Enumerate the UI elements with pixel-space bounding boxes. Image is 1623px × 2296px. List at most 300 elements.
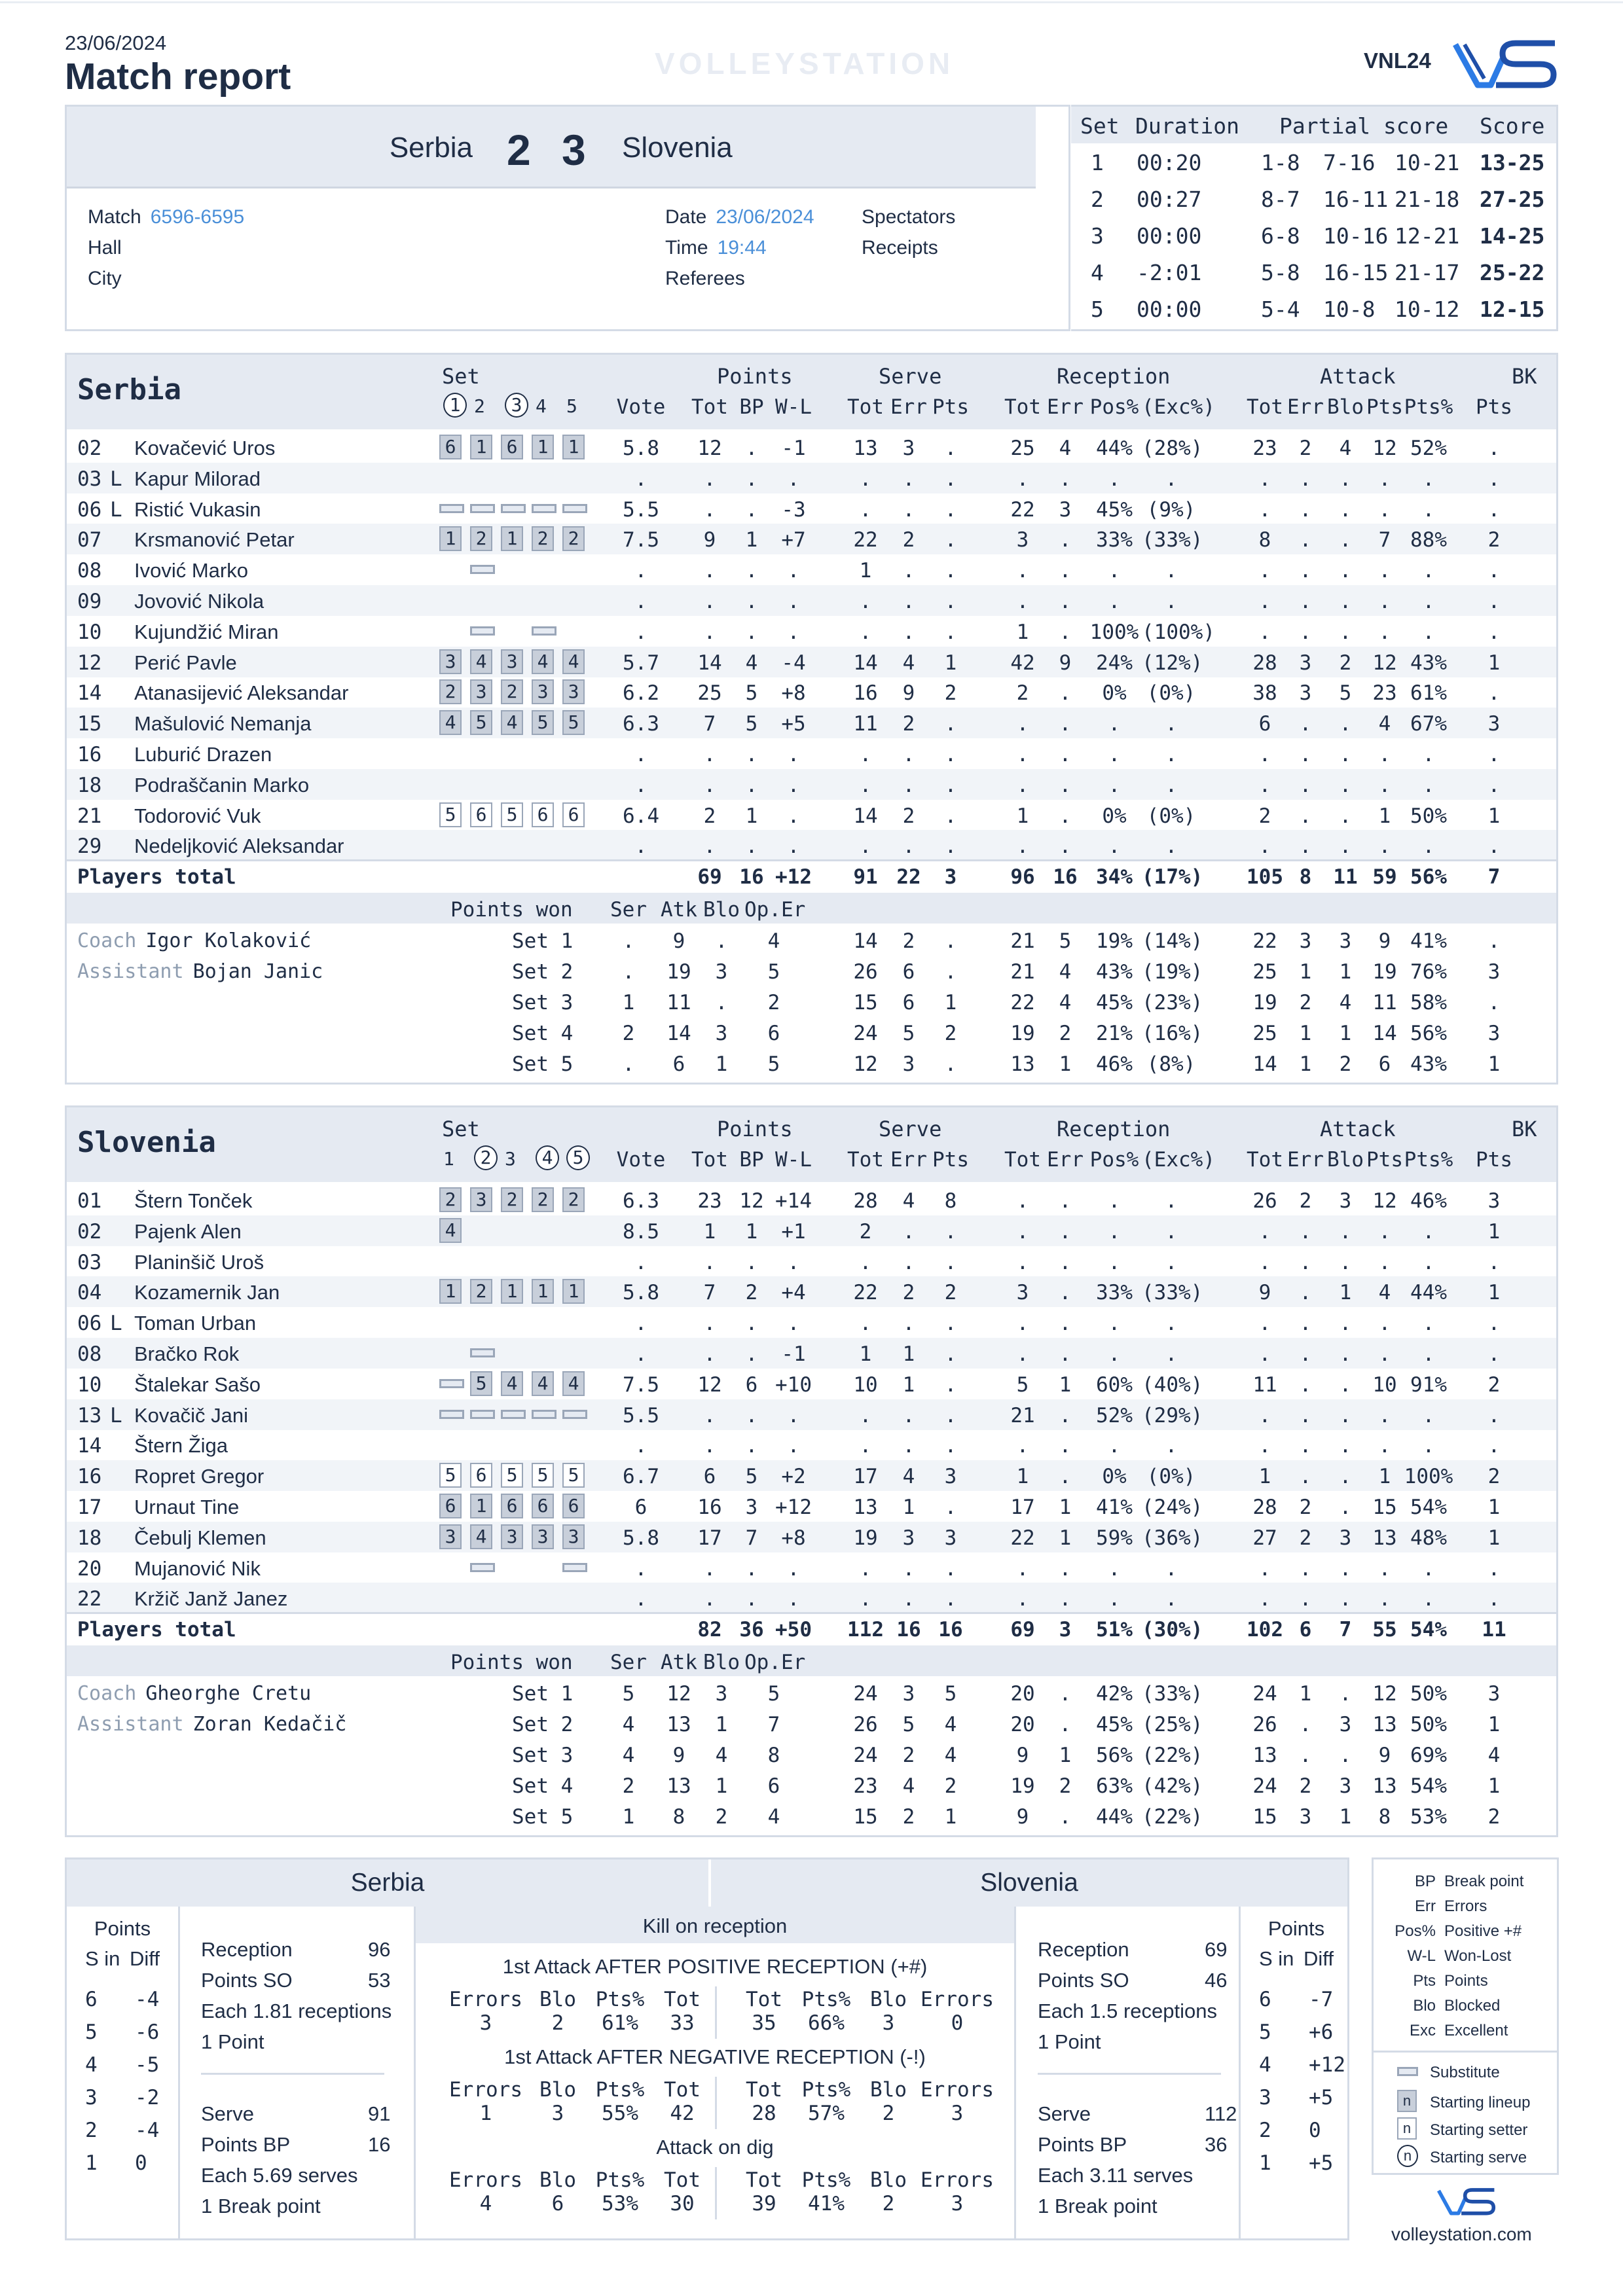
away-team-name: Slovenia xyxy=(622,132,733,164)
set-lineup-box: 4 xyxy=(532,1371,554,1396)
top-rule xyxy=(0,1,1623,3)
set-atk: 6 xyxy=(672,1052,685,1077)
stat-a_ptsp: . xyxy=(1422,590,1435,613)
stat-bk: 1 xyxy=(1487,1526,1501,1550)
stat-a_pts: . xyxy=(1378,1312,1391,1336)
stat-r_exc: (29%) xyxy=(1142,1403,1203,1427)
player-number: 08 xyxy=(77,559,102,583)
set-stat-r_exc: (22%) xyxy=(1142,1805,1203,1829)
set-stat-bk: 1 xyxy=(1487,1774,1501,1799)
set-ser: 2 xyxy=(622,1774,635,1799)
coach-name: Gheorghe Cretu xyxy=(145,1682,312,1706)
stat-s_pts: . xyxy=(944,1372,957,1397)
set-stat-a_blo: . xyxy=(1339,1744,1352,1768)
rotation-number: 1 xyxy=(1259,2151,1271,2175)
player-number: 06 xyxy=(77,497,102,522)
stat-r_err: . xyxy=(1059,1219,1072,1244)
stat-a_tot: . xyxy=(1258,834,1271,859)
libero-flag: L xyxy=(110,497,122,522)
stat-a_tot: . xyxy=(1258,1556,1271,1581)
oper-header: Op.Er xyxy=(744,1651,806,1675)
stat-bk: . xyxy=(1487,559,1501,583)
stat-p_tot: 14 xyxy=(697,651,722,675)
stat-s_pts: . xyxy=(944,1250,957,1274)
stat-a_err: . xyxy=(1299,1219,1312,1244)
stat-s_err: 9 xyxy=(902,681,915,706)
substitute-marker xyxy=(470,1348,495,1357)
serve-value: 112 xyxy=(1205,2102,1237,2125)
attack-col-header: Blo xyxy=(870,2078,907,2102)
stat-s_pts: . xyxy=(944,1312,957,1336)
player-number: 21 xyxy=(77,804,102,828)
rotation-diff: -5 xyxy=(135,2053,160,2077)
stat-a_err: . xyxy=(1299,743,1312,766)
home-team-stats xyxy=(65,353,1558,1085)
stat-r_pos: . xyxy=(1108,1342,1121,1366)
set-p2-cell: 7-16 xyxy=(1323,150,1376,175)
attack-group-header: Attack xyxy=(1320,364,1396,389)
stat-vote: . xyxy=(634,834,647,859)
stat-p_wl: . xyxy=(787,1403,800,1427)
assistant-label: Assistant xyxy=(77,960,184,984)
set-stat-a_ptsp: 69% xyxy=(1410,1744,1447,1768)
set-lineup-box: 3 xyxy=(470,1187,492,1212)
each-serves: Each 5.69 serves xyxy=(201,2164,358,2187)
column-subheader: W-L xyxy=(775,395,812,419)
set-lineup-box: 4 xyxy=(501,1371,523,1396)
set-lineup-box: 5 xyxy=(532,710,554,735)
set-duration-cell: 00:27 xyxy=(1137,187,1202,212)
points-bp-label: Points BP xyxy=(1038,2133,1127,2156)
total-r_err: 16 xyxy=(1053,865,1078,889)
player-name: Mašulović Nemanja xyxy=(134,712,312,736)
stat-a_ptsp: 91% xyxy=(1410,1372,1447,1397)
set-stat-s_err: 2 xyxy=(902,929,915,954)
assistant-line xyxy=(77,960,323,983)
set-oper: 5 xyxy=(767,960,780,984)
column-subheader: Tot xyxy=(1247,395,1283,419)
stat-a_tot: 28 xyxy=(1252,1496,1277,1519)
set-p2-cell: 10-8 xyxy=(1323,296,1376,322)
stat-s_err: . xyxy=(902,773,915,797)
set-atk: 12 xyxy=(666,1682,691,1706)
rotation-diff: 0 xyxy=(135,2151,147,2175)
hall-label: Hall xyxy=(88,237,122,259)
rotation-diff: -2 xyxy=(135,2086,160,2109)
stat-p_bp: 5 xyxy=(745,1465,758,1489)
substitute-marker xyxy=(439,1379,464,1388)
stat-a_ptsp: . xyxy=(1422,1403,1435,1427)
set-summary-label: Set 4 xyxy=(512,1022,574,1046)
set-stat-bk: 1 xyxy=(1487,1713,1501,1737)
stat-bk: . xyxy=(1487,497,1501,522)
set-stat-a_err: . xyxy=(1299,1744,1312,1768)
assistant-label: Assistant xyxy=(77,1713,184,1736)
player-name: Planinšič Uroš xyxy=(134,1250,264,1274)
stat-a_tot: 23 xyxy=(1252,437,1277,460)
set-set-cell: 2 xyxy=(1091,187,1104,212)
libero-flag: L xyxy=(110,1312,122,1336)
stat-a_ptsp: . xyxy=(1422,1587,1435,1611)
set-stat-r_tot: 21 xyxy=(1010,960,1035,984)
stat-a_tot: . xyxy=(1258,1434,1271,1458)
stat-a_blo: . xyxy=(1339,1372,1352,1397)
stat-p_bp: 1 xyxy=(745,528,758,552)
stat-r_exc: . xyxy=(1165,467,1178,491)
stat-bk: . xyxy=(1487,1587,1501,1611)
atk-header: Atk xyxy=(661,898,697,922)
stat-s_tot: . xyxy=(859,1403,872,1427)
set-duration-cell: -2:01 xyxy=(1137,260,1202,285)
stat-a_ptsp: 54% xyxy=(1410,1496,1447,1519)
stat-a_blo: . xyxy=(1339,1312,1352,1336)
player-name: Štern Tonček xyxy=(134,1189,253,1212)
points-won-label: Points won xyxy=(450,898,573,922)
rotation-number: 6 xyxy=(85,1988,98,2011)
stat-p_wl: +12 xyxy=(775,1496,812,1519)
blo-header: Blo xyxy=(703,1651,740,1675)
stat-a_ptsp: 50% xyxy=(1410,804,1447,828)
stat-s_err: . xyxy=(902,1312,915,1336)
one-point-label: 1 Point xyxy=(1038,2030,1101,2053)
stat-r_pos: 59% xyxy=(1096,1526,1133,1550)
reception-label: Reception xyxy=(201,1938,293,1961)
set-stat-r_exc: (23%) xyxy=(1142,991,1203,1015)
set-ser: . xyxy=(622,1052,635,1077)
attack-col-header: Blo xyxy=(870,1988,907,2011)
set-stat-s_pts: 4 xyxy=(944,1744,957,1768)
rotation-diff: +12 xyxy=(1309,2053,1345,2077)
set-p2-cell: 10-16 xyxy=(1323,223,1389,249)
set-oper: 6 xyxy=(767,1774,780,1799)
serve-group-header: Serve xyxy=(879,1117,942,1141)
set-score-cell: 27-25 xyxy=(1480,187,1545,212)
set-blo: . xyxy=(715,929,728,954)
set-stat-a_ptsp: 50% xyxy=(1410,1682,1447,1706)
stat-s_tot: 22 xyxy=(853,1281,878,1305)
set-blo: 3 xyxy=(715,1682,728,1706)
set-stat-r_exc: (42%) xyxy=(1142,1774,1203,1799)
set-stat-a_blo: 1 xyxy=(1339,1022,1352,1046)
stat-vote: 6.3 xyxy=(623,712,659,736)
stat-s_err: 2 xyxy=(902,804,915,828)
stat-p_bp: 4 xyxy=(745,651,758,675)
set-stat-s_err: 3 xyxy=(902,1052,915,1077)
set-stat-s_pts: 5 xyxy=(944,1682,957,1706)
stat-vote: 5.5 xyxy=(623,1403,659,1427)
stat-s_pts: . xyxy=(944,1219,957,1244)
stat-r_exc: . xyxy=(1165,712,1178,736)
stat-p_bp: . xyxy=(745,1403,758,1427)
stat-a_pts: . xyxy=(1378,1342,1391,1366)
stat-vote: . xyxy=(634,1312,647,1336)
set-stat-r_err: 2 xyxy=(1059,1774,1072,1799)
stat-a_blo: . xyxy=(1339,497,1352,522)
team-name: Slovenia xyxy=(77,1126,216,1159)
legend-abbr: Blo xyxy=(1413,1997,1436,2015)
stat-a_ptsp: 67% xyxy=(1410,712,1447,736)
stat-a_pts: 23 xyxy=(1372,681,1397,706)
stat-a_tot: 8 xyxy=(1258,528,1271,552)
set-stat-r_exc: (33%) xyxy=(1142,1682,1203,1706)
stat-r_exc: . xyxy=(1165,1312,1178,1336)
player-name: Ivović Marko xyxy=(134,559,248,583)
player-number: 10 xyxy=(77,620,102,644)
total-s_pts: 3 xyxy=(944,865,957,889)
set-lineup-box: 1 xyxy=(501,526,523,551)
attack-away-value: 39 xyxy=(752,2192,776,2215)
set-stat-r_exc: (14%) xyxy=(1142,929,1203,954)
stat-p_wl: +2 xyxy=(781,1465,806,1489)
legend-abbr: Pos% xyxy=(1395,1922,1436,1940)
set-lineup-box: 1 xyxy=(501,1279,523,1304)
stat-a_blo: . xyxy=(1339,804,1352,828)
set-stat-r_tot: 19 xyxy=(1010,1774,1035,1799)
column-subheader: Tot xyxy=(1004,395,1041,419)
set-stat-a_err: 1 xyxy=(1299,960,1312,984)
home-sets-won: 2 xyxy=(507,126,531,174)
stat-s_tot: . xyxy=(859,1312,872,1336)
stat-p_tot: 6 xyxy=(703,1465,716,1489)
stat-a_ptsp: . xyxy=(1422,559,1435,583)
set-stat-bk: 3 xyxy=(1487,1682,1501,1706)
set-duration-cell: 00:00 xyxy=(1137,223,1202,249)
stat-a_pts: 15 xyxy=(1372,1496,1397,1519)
stat-a_pts: 12 xyxy=(1372,437,1397,460)
stat-s_pts: . xyxy=(944,804,957,828)
set-lineup-box: 6 xyxy=(501,435,523,459)
attack-away-value: 3 xyxy=(951,2102,964,2125)
stat-p_wl: . xyxy=(787,1556,800,1581)
total-r_pos: 34% xyxy=(1096,865,1133,889)
stat-s_pts: . xyxy=(944,743,957,766)
legend-meaning: Errors xyxy=(1444,1897,1487,1915)
column-subheader: Tot xyxy=(1004,1148,1041,1172)
stat-bk: 3 xyxy=(1487,712,1501,736)
stat-vote: . xyxy=(634,559,647,583)
stat-s_tot: 1 xyxy=(859,559,872,583)
set-p3-cell: 21-18 xyxy=(1395,187,1460,212)
stat-r_tot: . xyxy=(1016,467,1029,491)
player-number: 03 xyxy=(77,1250,102,1274)
player-name: Kozamernik Jan xyxy=(134,1281,280,1304)
stat-r_pos: . xyxy=(1108,590,1121,613)
stat-a_err: 2 xyxy=(1299,437,1312,460)
set-stat-r_exc: (16%) xyxy=(1142,1022,1203,1046)
set-stat-r_err: 1 xyxy=(1059,1052,1072,1077)
stat-a_blo: 5 xyxy=(1339,681,1352,706)
s-in-label: S in xyxy=(85,1947,120,1970)
total-r_exc: (30%) xyxy=(1142,1618,1203,1642)
stat-a_pts: . xyxy=(1378,1587,1391,1611)
set-lineup-box: 3 xyxy=(501,1524,523,1549)
stat-a_tot: . xyxy=(1258,1312,1271,1336)
stat-s_tot: 2 xyxy=(859,1219,872,1244)
set-lineup-box: 2 xyxy=(501,679,523,704)
player-number: 07 xyxy=(77,528,102,552)
set-stat-r_tot: 13 xyxy=(1010,1052,1035,1077)
set-stat-s_pts: 1 xyxy=(944,1805,957,1829)
attack-col-header: Pts% xyxy=(801,2078,851,2102)
stat-p_wl: . xyxy=(787,1250,800,1274)
set-summary-label: Set 3 xyxy=(512,1744,574,1768)
stat-a_blo: . xyxy=(1339,1496,1352,1519)
stat-a_err: 3 xyxy=(1299,651,1312,675)
bk-group-header: BK xyxy=(1512,1117,1537,1141)
attack-block-title: 1st Attack AFTER POSITIVE RECEPTION (+#) xyxy=(502,1955,928,1978)
set-lineup-box: 6 xyxy=(562,802,585,827)
stat-s_err: 4 xyxy=(902,1189,915,1213)
set-stat-a_tot: 22 xyxy=(1252,929,1277,954)
stat-s_tot: . xyxy=(859,1434,872,1458)
stat-p_bp: 6 xyxy=(745,1372,758,1397)
stat-s_err: . xyxy=(902,590,915,613)
stat-r_err: 1 xyxy=(1059,1526,1072,1550)
total-p_tot: 82 xyxy=(697,1618,722,1642)
stat-vote: . xyxy=(634,590,647,613)
set-stat-s_pts: 2 xyxy=(944,1022,957,1046)
substitute-marker xyxy=(501,504,526,513)
stat-s_err: 3 xyxy=(902,437,915,460)
stat-a_err: . xyxy=(1299,1342,1312,1366)
set-number-header: 2 xyxy=(474,395,485,417)
set-stat-r_pos: 56% xyxy=(1096,1744,1133,1768)
stat-r_tot: 21 xyxy=(1010,1403,1035,1427)
stat-r_tot: . xyxy=(1016,834,1029,859)
stat-s_err: 1 xyxy=(902,1496,915,1519)
stat-p_tot: 16 xyxy=(697,1496,722,1519)
stat-p_wl: . xyxy=(787,620,800,644)
legend-meaning: Break point xyxy=(1444,1873,1524,1890)
stat-r_exc: (0%) xyxy=(1146,804,1196,828)
team-name: Serbia xyxy=(77,373,181,406)
stat-a_tot: . xyxy=(1258,620,1271,644)
column-subheader: Err xyxy=(890,1148,927,1172)
stat-s_err: 2 xyxy=(902,712,915,736)
set-p3-cell: 21-17 xyxy=(1395,260,1460,285)
set-oper: 4 xyxy=(767,1805,780,1829)
set-stat-a_err: 2 xyxy=(1299,1774,1312,1799)
set-stat-s_err: 2 xyxy=(902,1805,915,1829)
column-subheader: Err xyxy=(1047,1148,1084,1172)
stat-r_pos: . xyxy=(1108,1250,1121,1274)
stat-r_tot: . xyxy=(1016,590,1029,613)
player-name: Nedeljković Aleksandar xyxy=(134,834,344,858)
set-stat-s_tot: 23 xyxy=(853,1774,878,1799)
each-receptions: Each 1.81 receptions xyxy=(201,2000,392,2022)
attack-home-value: 33 xyxy=(670,2011,695,2035)
set-stat-r_exc: (8%) xyxy=(1146,1052,1196,1077)
set-stat-s_pts: . xyxy=(944,929,957,954)
attack-away-value: 0 xyxy=(951,2011,964,2035)
stat-r_pos: . xyxy=(1108,1219,1121,1244)
stat-p_wl: . xyxy=(787,1587,800,1611)
set-stat-s_pts: 1 xyxy=(944,991,957,1015)
set-stat-a_err: . xyxy=(1299,1713,1312,1737)
stat-p_tot: 12 xyxy=(697,437,722,460)
stat-bk: . xyxy=(1487,681,1501,706)
stat-a_tot: . xyxy=(1258,559,1271,583)
stat-vote: 6.3 xyxy=(623,1189,659,1213)
stat-p_wl: . xyxy=(787,467,800,491)
stat-r_tot: 5 xyxy=(1016,1372,1029,1397)
set-group-header: Set xyxy=(442,364,480,389)
column-subheader: BP xyxy=(739,1148,764,1172)
stat-vote: . xyxy=(634,1434,647,1458)
stat-s_err: . xyxy=(902,620,915,644)
player-name: Kovačević Uros xyxy=(134,437,276,459)
set-stat-r_exc: (25%) xyxy=(1142,1713,1203,1737)
stat-a_pts: . xyxy=(1378,834,1391,859)
set-stat-a_blo: 1 xyxy=(1339,960,1352,984)
set-stat-a_pts: 19 xyxy=(1372,960,1397,984)
set-blo: 4 xyxy=(715,1744,728,1768)
volleystation-logo-icon xyxy=(1450,33,1561,95)
stat-r_exc: . xyxy=(1165,559,1178,583)
stat-s_err: . xyxy=(902,1403,915,1427)
stat-s_err: 2 xyxy=(902,1281,915,1305)
set-summary-label: Set 5 xyxy=(512,1052,574,1077)
stat-r_exc: . xyxy=(1165,773,1178,797)
stat-a_blo: 4 xyxy=(1339,437,1352,460)
stat-s_err: . xyxy=(902,1219,915,1244)
attack-col-header: Pts% xyxy=(801,2168,851,2192)
city-label: City xyxy=(88,268,122,289)
stat-vote: 6 xyxy=(634,1496,647,1519)
total-r_pos: 51% xyxy=(1096,1618,1133,1642)
set-lineup-box: 6 xyxy=(439,1494,462,1518)
attack-col-header: Errors xyxy=(921,2168,994,2192)
stat-s_tot: . xyxy=(859,620,872,644)
set-stat-a_err: 1 xyxy=(1299,1022,1312,1046)
stat-a_tot: . xyxy=(1258,497,1271,522)
stat-a_tot: . xyxy=(1258,1219,1271,1244)
stat-r_tot: 17 xyxy=(1010,1496,1035,1519)
stat-r_tot: . xyxy=(1016,1219,1029,1244)
set-oper: 5 xyxy=(767,1052,780,1077)
set-set-cell: 4 xyxy=(1091,260,1104,285)
stat-a_pts: 4 xyxy=(1378,1281,1391,1305)
stat-r_tot: 22 xyxy=(1010,1526,1035,1550)
set-lineup-box: 2 xyxy=(439,679,462,704)
stat-vote: 7.5 xyxy=(623,1372,659,1397)
legend-abbr: BP xyxy=(1414,1873,1436,1890)
reception-group-header: Reception xyxy=(1057,364,1171,389)
stat-a_ptsp: . xyxy=(1422,1250,1435,1274)
player-name: Atanasijević Aleksandar xyxy=(134,681,349,705)
set-atk: 9 xyxy=(672,929,685,954)
set-stat-s_err: 5 xyxy=(902,1022,915,1046)
stat-p_wl: +7 xyxy=(781,528,806,552)
stat-a_tot: 1 xyxy=(1258,1465,1271,1489)
set-stat-a_tot: 26 xyxy=(1252,1713,1277,1737)
set-lineup-box: 4 xyxy=(532,649,554,674)
stat-r_exc: . xyxy=(1165,1587,1178,1611)
stat-p_bp: . xyxy=(745,1312,758,1336)
assistant-line xyxy=(77,1713,346,1736)
stat-a_err: . xyxy=(1299,1434,1312,1458)
reception-value: 69 xyxy=(1205,1938,1228,1961)
away-summary-header: Slovenia xyxy=(711,1859,1347,1907)
player-name: Perić Pavle xyxy=(134,651,237,674)
set-stat-a_ptsp: 76% xyxy=(1410,960,1447,984)
column-subheader: Err xyxy=(1287,1148,1324,1172)
set-stat-a_err: 1 xyxy=(1299,1052,1312,1077)
stat-r_err: . xyxy=(1059,1556,1072,1581)
stat-a_tot: 27 xyxy=(1252,1526,1277,1550)
total-p_bp: 36 xyxy=(739,1618,764,1642)
set-group-header: Set xyxy=(442,1117,480,1141)
